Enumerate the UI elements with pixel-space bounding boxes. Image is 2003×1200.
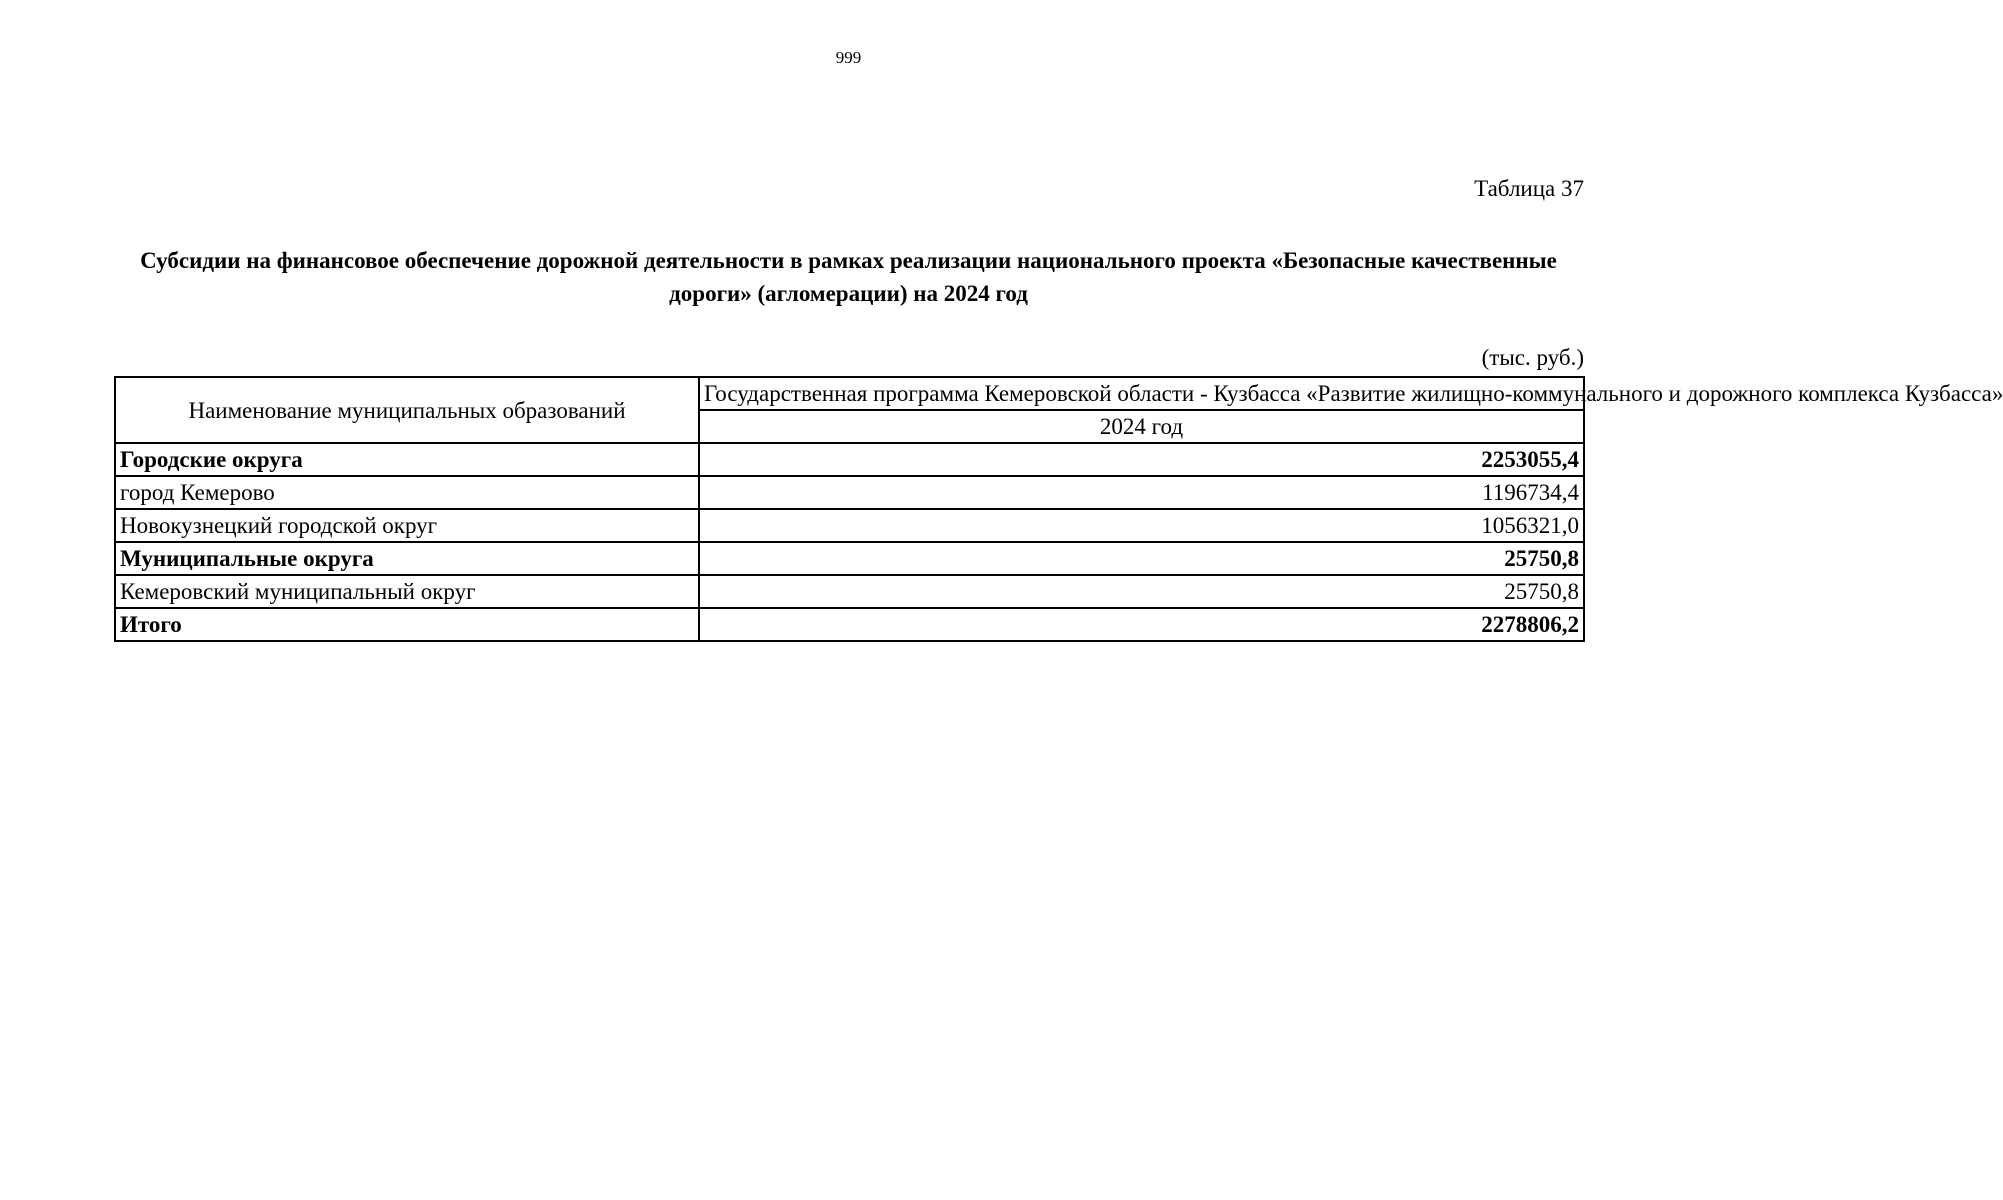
row-value: 25750,8 <box>699 575 1584 608</box>
table-label: Таблица 37 <box>1474 176 1584 201</box>
table-row <box>115 509 1584 542</box>
column-header-year: 2024 год <box>699 410 1584 443</box>
table-header-row <box>115 377 1584 410</box>
row-name: Муниципальные округа <box>115 542 699 575</box>
table-row-total <box>115 608 1584 641</box>
column-header-name: Наименование муниципальных образований <box>115 377 699 443</box>
row-name: Городские округа <box>115 443 699 476</box>
row-name: Новокузнецкий городской округ <box>115 509 699 542</box>
row-name: Итого <box>115 608 699 641</box>
page-number: 999 <box>835 48 862 67</box>
row-value: 25750,8 <box>699 542 1584 575</box>
row-value: 2278806,2 <box>699 608 1584 641</box>
subsidies-table <box>114 376 2003 642</box>
row-name: Кемеровский муниципальный округ <box>115 575 699 608</box>
table-row <box>115 575 1584 608</box>
units-label: (тыс. руб.) <box>1481 345 1584 370</box>
row-value: 1196734,4 <box>699 476 1584 509</box>
column-header-program: Государственная программа Кемеровской области - Кузбасса «Развитие жилищно-коммунального и дорожного комплекса Кузбасса» <box>699 377 1584 410</box>
table-row <box>115 476 1584 509</box>
document-title: Субсидии на финансовое обеспечение дорожной деятельности в рамках реализации национального проекта «Безопасные качественные дороги» (агломерации) на 2024 год <box>140 248 1557 306</box>
row-value: 2253055,4 <box>699 443 1584 476</box>
table-row <box>115 443 1584 476</box>
row-value: 1056321,0 <box>699 509 1584 542</box>
table-row <box>115 542 1584 575</box>
row-name: город Кемерово <box>115 476 699 509</box>
